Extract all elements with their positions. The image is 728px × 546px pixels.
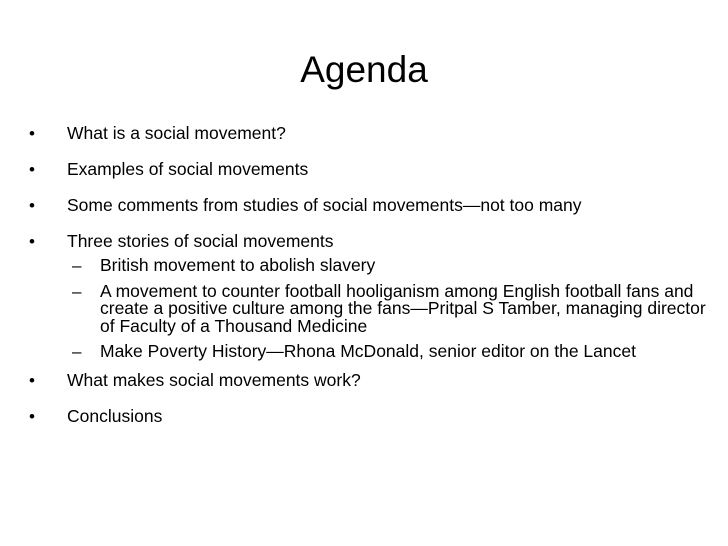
agenda-sublist	[67, 257, 708, 361]
sub-bullet-marker: –	[72, 281, 82, 301]
agenda-list	[28, 123, 708, 442]
agenda-item	[28, 159, 708, 180]
agenda-item-text: What makes social movements work?	[67, 369, 361, 390]
agenda-item	[28, 123, 708, 144]
sub-bullet-marker: –	[72, 342, 82, 361]
bullet-marker: •	[29, 124, 35, 143]
agenda-item	[28, 231, 708, 361]
bullet-marker: •	[29, 406, 35, 426]
agenda-subitem	[67, 257, 708, 275]
agenda-item	[28, 370, 708, 391]
agenda-item-text: Conclusions	[67, 405, 163, 426]
bullet-marker: •	[29, 160, 35, 179]
bullet-marker: •	[29, 370, 35, 390]
agenda-item-text: Examples of social movements	[67, 159, 309, 179]
agenda-item	[28, 195, 708, 216]
agenda-subitem-text: A movement to counter football hooliganism among English football fans and create a positive culture among the fans—Pritpal S Tamber, managing director of Faculty of a Thousand Medicine	[100, 280, 706, 336]
bullet-marker: •	[29, 196, 35, 215]
sub-bullet-marker: –	[72, 256, 82, 275]
agenda-item-text: Some comments from studies of social movements—not too many	[67, 195, 582, 215]
agenda-subitem-text: British movement to abolish slavery	[100, 255, 376, 275]
agenda-subitem	[67, 343, 708, 361]
agenda-item-text: What is a social movement?	[67, 123, 286, 143]
agenda-subitem-text: Make Poverty History—Rhona McDonald, senior editor on the Lancet	[100, 341, 636, 361]
agenda-item	[28, 406, 708, 427]
agenda-subitem	[67, 280, 708, 336]
slide-title: Agenda	[300, 49, 428, 90]
agenda-item-text: Three stories of social movements	[67, 231, 334, 251]
bullet-marker: •	[29, 232, 35, 251]
